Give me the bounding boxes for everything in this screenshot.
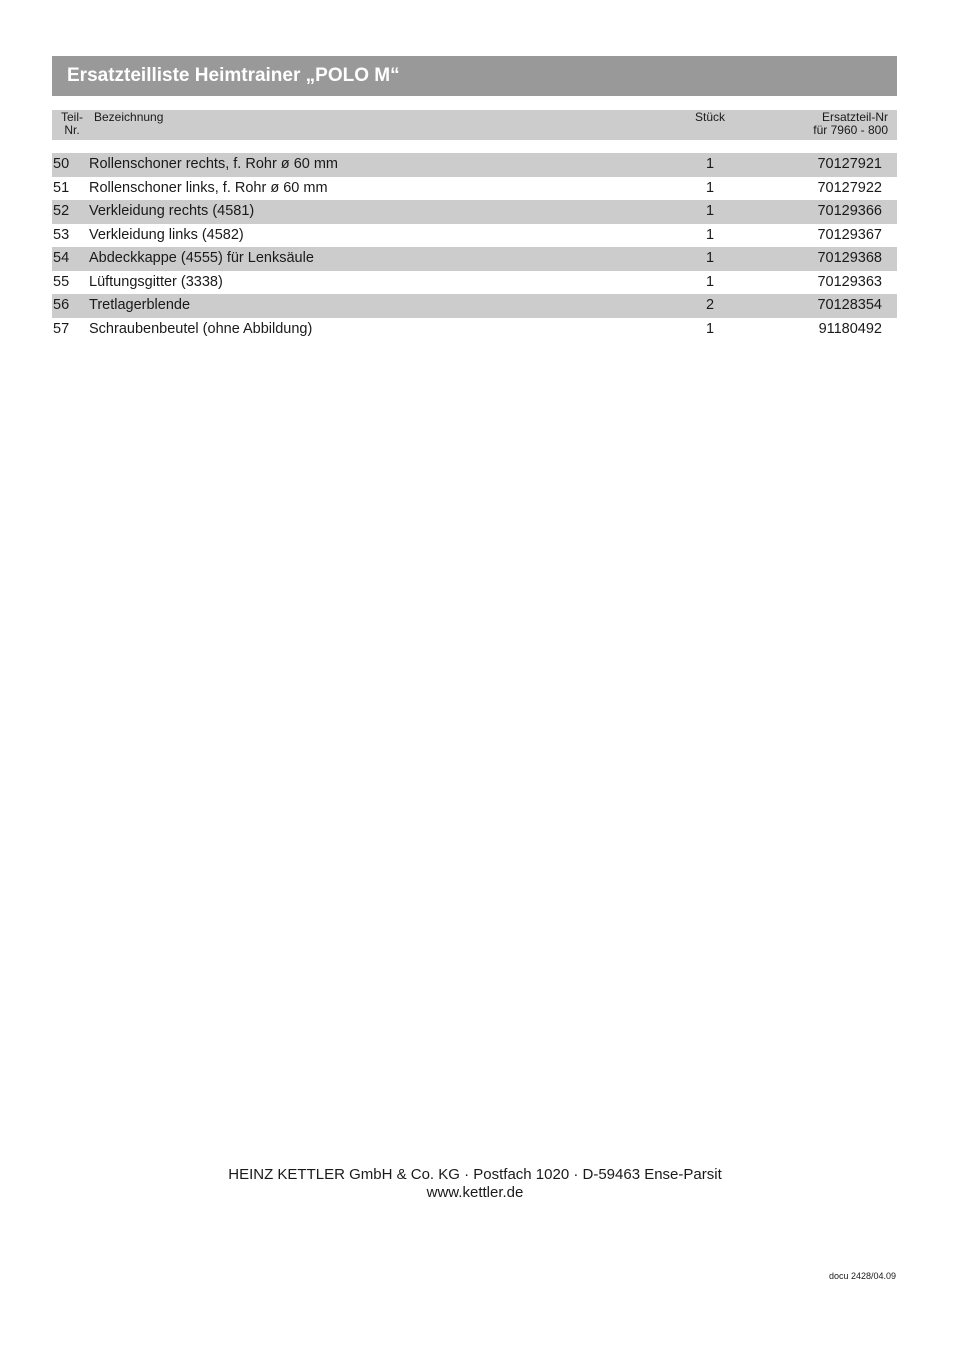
row-part-number: 52 [53,203,70,219]
row-description: Schraubenbeutel (ohne Abbildung) [89,320,313,337]
header-part-number-line1: Teil- [60,110,83,124]
header-part-number [59,111,85,137]
row-description: Rollenschoner links, f. Rohr ø 60 mm [89,179,328,196]
row-description: Rollenschoner rechts, f. Rohr ø 60 mm [89,156,339,172]
table-row [52,247,897,271]
table-row [52,153,897,177]
parts-table-body [52,153,897,341]
row-part-number: 50 [53,156,70,172]
header-spare-part-number [813,111,888,137]
company-address: HEINZ KETTLER GmbH & Co. KG · Postfach 1020 · D-59463 Ense-Parsit [228,1166,722,1183]
row-description: Lüftungsgitter (3338) [89,273,223,290]
table-header [52,110,897,140]
header-description: Bezeichnung [94,110,164,124]
row-description: Verkleidung links (4582) [89,226,244,243]
row-quantity: 1 [706,250,715,266]
row-spare-part-number: 70129367 [817,226,882,243]
row-part-number: 54 [53,250,70,266]
document-code: docu 2428/04.09 [828,1271,896,1281]
row-quantity: 1 [706,273,715,290]
website-link[interactable]: www.kettler.de [426,1184,524,1201]
table-row [52,318,897,342]
row-quantity: 1 [706,156,715,172]
row-description: Tretlagerblende [89,297,191,313]
table-row [52,200,897,224]
row-quantity: 1 [706,320,715,337]
row-description: Abdeckkappe (4555) für Lenksäule [89,250,314,266]
footer [0,1166,950,1202]
table-row [52,271,897,295]
row-part-number: 55 [53,273,70,290]
document-title: Ersatzteilliste Heimtrainer „POLO M“ [67,65,400,86]
row-spare-part-number: 70129368 [817,250,882,266]
row-spare-part-number: 70129366 [817,203,882,219]
row-spare-part-number: 70127922 [817,179,882,196]
row-part-number: 53 [53,226,70,243]
header-spare-part-line2: für 7960 - 800 [813,123,888,137]
row-spare-part-number: 70128354 [817,297,882,313]
header-quantity: Stück [695,110,726,124]
row-quantity: 1 [706,226,715,243]
header-spare-part-line1: Ersatzteil-Nr [821,110,888,124]
row-description: Verkleidung rechts (4581) [89,203,255,219]
title-bar [52,56,897,96]
row-spare-part-number: 91180492 [818,320,882,337]
row-quantity: 1 [706,179,715,196]
row-part-number: 56 [53,297,70,313]
row-quantity: 1 [706,203,715,219]
row-spare-part-number: 70129363 [817,273,882,290]
table-row [52,224,897,248]
table-row [52,294,897,318]
row-part-number: 51 [53,179,70,196]
header-part-number-line2: Nr. [64,123,80,137]
table-row [52,177,897,201]
row-spare-part-number: 70127921 [817,156,882,172]
row-part-number: 57 [53,320,70,337]
row-quantity: 2 [706,297,715,313]
